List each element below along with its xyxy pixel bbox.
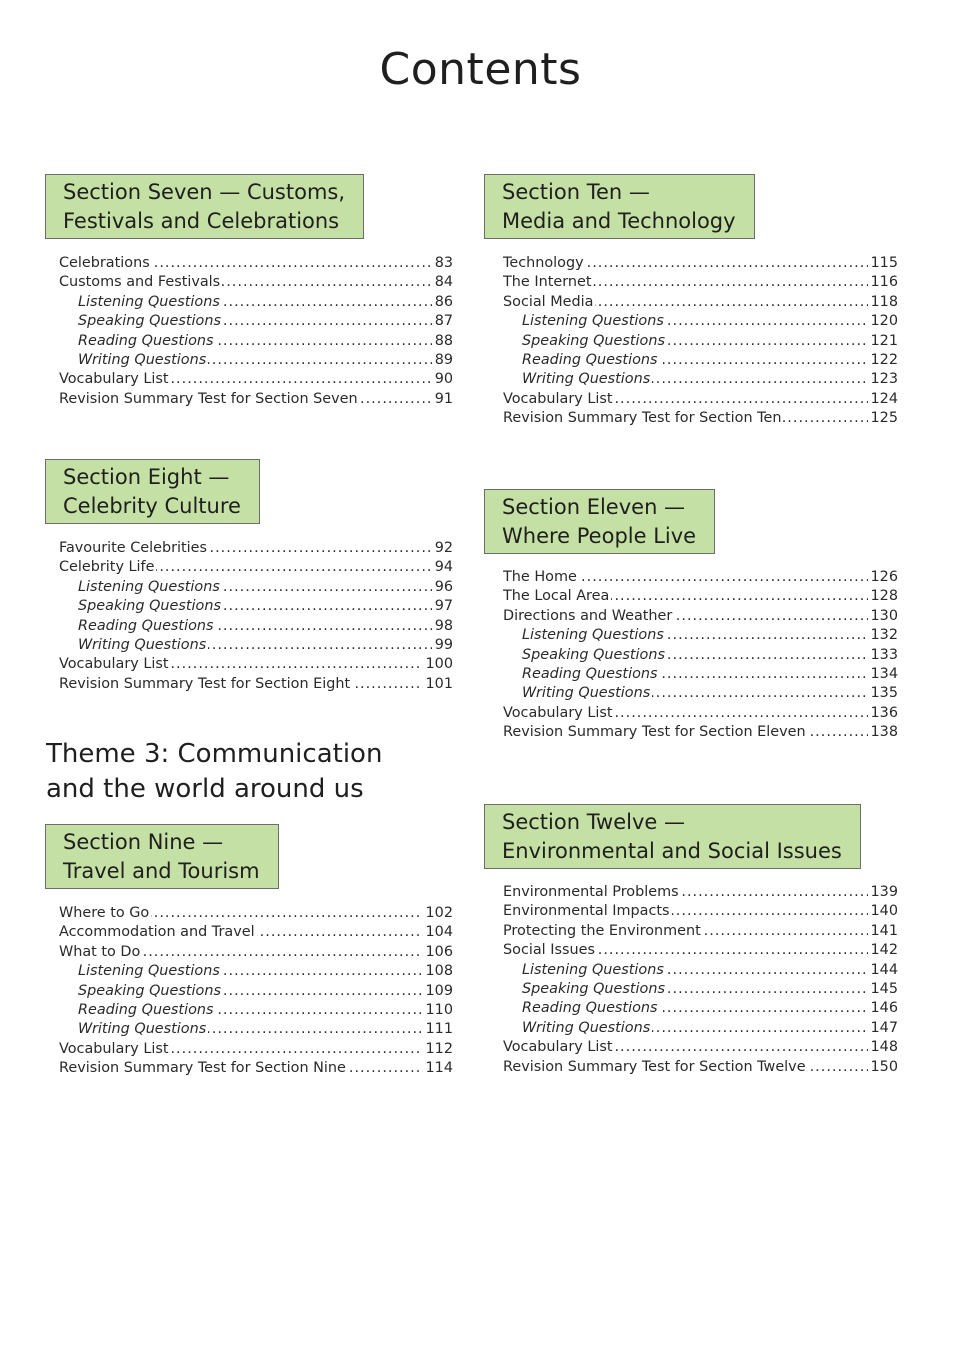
- toc-entry-label: Speaking Questions: [78, 982, 221, 999]
- toc-entry-label: Social Media: [503, 293, 594, 310]
- toc-entry-label: Writing Questions: [522, 371, 651, 388]
- toc-entry-label: Environmental Impacts: [503, 903, 670, 920]
- toc-entry-page-number: 106: [423, 943, 453, 962]
- toc-entry: [59, 390, 453, 409]
- toc-entry-label: The Internet: [503, 274, 592, 291]
- toc-entry: [59, 351, 453, 370]
- toc-entry: [59, 597, 453, 616]
- toc-entry-page-number: 110: [423, 1001, 453, 1020]
- toc-entry-page-number: 101: [423, 675, 453, 694]
- toc-entry-label: Vocabulary List: [503, 390, 613, 407]
- theme-heading-line1: Theme 3: Communication: [46, 739, 383, 769]
- section-twelve-title-line1: Section Twelve —: [502, 810, 686, 834]
- section-twelve-entries: [503, 883, 898, 1077]
- toc-entry-label: Listening Questions: [522, 961, 664, 978]
- section-ten-title-line1: Section Ten —: [502, 180, 650, 204]
- toc-entry-page-number: 112: [423, 1040, 453, 1059]
- toc-entry-page-number: 91: [432, 390, 453, 409]
- toc-entry-page-number: 115: [868, 254, 898, 273]
- section-twelve: [484, 804, 898, 1075]
- section-eleven-header: [484, 489, 715, 554]
- toc-entry: [59, 962, 453, 981]
- toc-entry: [503, 273, 898, 292]
- toc-entry: [503, 902, 898, 921]
- toc-entry-page-number: 132: [868, 626, 898, 645]
- toc-entry-label: Vocabulary List: [503, 704, 613, 721]
- toc-entry-label: Listening Questions: [78, 963, 220, 980]
- toc-entry: [503, 1038, 898, 1057]
- toc-entry-label: Listening Questions: [78, 293, 220, 310]
- toc-entry-label: Favourite Celebrities: [59, 540, 207, 556]
- section-ten-header: [484, 174, 755, 239]
- toc-entry-page-number: 114: [423, 1059, 453, 1078]
- toc-entry-label: Revision Summary Test for Section Twelve: [503, 1058, 806, 1075]
- toc-entry-page-number: 99: [432, 636, 453, 655]
- toc-entry-label: Vocabulary List: [503, 1039, 613, 1056]
- toc-entry-label: Speaking Questions: [78, 313, 221, 330]
- toc-entry-page-number: 136: [868, 704, 898, 723]
- toc-entry: [503, 883, 898, 902]
- toc-entry: [59, 1001, 453, 1020]
- toc-entry: [59, 539, 453, 558]
- toc-entry-page-number: 150: [868, 1058, 898, 1077]
- toc-entry-page-number: 133: [868, 646, 898, 665]
- section-seven-title-line2: Festivals and Celebrations: [63, 209, 340, 233]
- theme-heading-line2: and the world around us: [46, 774, 364, 804]
- toc-entry-label: Revision Summary Test for Section Eight: [59, 675, 351, 692]
- toc-entry-label: Vocabulary List: [59, 1040, 169, 1057]
- toc-entry-label: Reading Questions: [522, 665, 658, 682]
- toc-entry-page-number: 140: [868, 902, 898, 921]
- toc-entry: [59, 923, 453, 942]
- section-eight-entries: [59, 539, 453, 694]
- page-title: Contents: [379, 44, 582, 95]
- toc-entry-label: Writing Questions: [522, 1019, 651, 1036]
- toc-entry: [503, 332, 898, 351]
- toc-entry-label: Speaking Questions: [522, 646, 665, 663]
- toc-entry-page-number: 135: [868, 684, 898, 703]
- toc-entry-page-number: 116: [868, 273, 898, 292]
- toc-entry: [59, 254, 453, 273]
- toc-entry-label: Revision Summary Test for Section Seven: [59, 390, 358, 407]
- toc-entry-page-number: 88: [432, 332, 453, 351]
- toc-entry-label: Writing Questions: [78, 636, 207, 653]
- toc-entry-label: Vocabulary List: [59, 371, 169, 388]
- toc-entry: [59, 370, 453, 389]
- toc-entry-label: Revision Summary Test for Section Nine: [59, 1060, 346, 1077]
- toc-entry-page-number: 111: [423, 1020, 453, 1039]
- toc-entry-label: Social Issues: [503, 942, 595, 959]
- toc-entry-label: Reading Questions: [78, 332, 214, 349]
- toc-entry: [59, 636, 453, 655]
- toc-entry-label: Customs and Festivals: [59, 274, 221, 291]
- toc-entry-page-number: 139: [868, 883, 898, 902]
- toc-entry: [503, 390, 898, 409]
- toc-entry: [503, 941, 898, 960]
- toc-entry-label: Writing Questions: [78, 1021, 207, 1038]
- toc-entry: [59, 1020, 453, 1039]
- section-seven-header: [45, 174, 364, 239]
- toc-entry-page-number: 121: [868, 332, 898, 351]
- toc-entry-label: Accommodation and Travel: [59, 924, 255, 941]
- toc-entry: [503, 704, 898, 723]
- toc-entry-label: Celebrity Life: [59, 559, 155, 576]
- toc-entry-page-number: 109: [423, 982, 453, 1001]
- toc-entry-page-number: 108: [423, 962, 453, 981]
- section-eleven-title-line1: Section Eleven —: [502, 495, 686, 519]
- toc-entry-page-number: 124: [868, 390, 898, 409]
- toc-entry: [59, 675, 453, 694]
- toc-entry: [503, 254, 898, 273]
- toc-entry: [59, 617, 453, 636]
- toc-entry-page-number: 125: [868, 409, 898, 428]
- toc-entry: [503, 665, 898, 684]
- theme-heading: [46, 737, 382, 807]
- toc-entry-page-number: 87: [432, 312, 453, 331]
- toc-entry-label: Writing Questions: [78, 351, 207, 368]
- toc-entry: [503, 980, 898, 999]
- toc-entry-label: Vocabulary List: [59, 656, 169, 673]
- section-nine-title-line2: Travel and Tourism: [63, 859, 260, 883]
- toc-entry-page-number: 120: [868, 312, 898, 331]
- toc-entry-page-number: 86: [432, 293, 453, 312]
- section-nine: [45, 824, 453, 1077]
- toc-entry-page-number: 148: [868, 1038, 898, 1057]
- toc-entry-label: Listening Questions: [78, 578, 220, 595]
- toc-entry-page-number: 102: [423, 904, 453, 923]
- toc-entry-label: Revision Summary Test for Section Ten: [503, 410, 782, 427]
- toc-entry: [503, 568, 898, 587]
- toc-entry-page-number: 128: [868, 587, 898, 606]
- section-ten: [484, 174, 898, 427]
- toc-entry-page-number: 89: [432, 351, 453, 370]
- toc-entry-page-number: 130: [868, 607, 898, 626]
- toc-entry-page-number: 123: [868, 370, 898, 389]
- toc-entry: [503, 351, 898, 370]
- toc-entry: [503, 999, 898, 1018]
- toc-entry-label: Writing Questions: [522, 685, 651, 702]
- section-eight-title-line2: Celebrity Culture: [63, 494, 241, 518]
- toc-entry-label: Reading Questions: [522, 1000, 658, 1017]
- section-nine-header: [45, 824, 279, 889]
- toc-entry-label: The Home: [503, 569, 577, 585]
- toc-entry-label: What to Do: [59, 943, 141, 960]
- toc-entry: [59, 558, 453, 577]
- toc-entry: [59, 1040, 453, 1059]
- toc-entry-page-number: 98: [432, 617, 453, 636]
- toc-entry-page-number: 134: [868, 665, 898, 684]
- section-seven-title-line1: Section Seven — Customs,: [63, 180, 346, 204]
- toc-entry-page-number: 147: [868, 1019, 898, 1038]
- toc-entry-label: Reading Questions: [78, 1001, 214, 1018]
- toc-entry-page-number: 126: [868, 568, 898, 587]
- toc-entry: [503, 370, 898, 389]
- toc-entry-page-number: 100: [423, 655, 453, 674]
- toc-entry: [503, 409, 898, 428]
- toc-entry: [503, 293, 898, 312]
- toc-entry-label: Speaking Questions: [78, 598, 221, 615]
- section-eight-header: [45, 459, 260, 524]
- toc-entry-page-number: 138: [868, 723, 898, 742]
- toc-entry-page-number: 92: [432, 539, 453, 558]
- section-eight-title-line1: Section Eight —: [63, 465, 230, 489]
- toc-entry-label: Revision Summary Test for Section Eleven: [503, 724, 806, 741]
- toc-entry-label: Reading Questions: [78, 617, 214, 634]
- section-twelve-header: [484, 804, 861, 869]
- toc-entry-page-number: 90: [432, 370, 453, 389]
- section-eleven-entries: [503, 568, 898, 743]
- toc-entry-page-number: 142: [868, 941, 898, 960]
- toc-entry: [59, 943, 453, 962]
- section-ten-entries: [503, 254, 898, 429]
- toc-entry-page-number: 83: [432, 254, 453, 273]
- toc-entry-page-number: 146: [868, 999, 898, 1018]
- toc-entry-label: Reading Questions: [522, 351, 658, 368]
- toc-entry: [503, 607, 898, 626]
- toc-entry: [503, 1058, 898, 1077]
- toc-entry: [59, 982, 453, 1001]
- toc-entry: [59, 655, 453, 674]
- section-ten-title-line2: Media and Technology: [502, 209, 736, 233]
- toc-entry: [59, 578, 453, 597]
- toc-entry: [503, 312, 898, 331]
- toc-entry: [59, 332, 453, 351]
- toc-entry-label: Celebrations: [59, 255, 150, 271]
- toc-entry: [503, 1019, 898, 1038]
- toc-entry-label: Where to Go: [59, 905, 150, 921]
- toc-entry-page-number: 84: [432, 273, 453, 292]
- toc-entry-label: Protecting the Environment: [503, 922, 701, 939]
- toc-entry-label: Speaking Questions: [522, 980, 665, 997]
- toc-entry: [503, 646, 898, 665]
- toc-entry-page-number: 96: [432, 578, 453, 597]
- section-eleven: [484, 489, 898, 741]
- section-nine-entries: [59, 904, 453, 1079]
- section-nine-title-line1: Section Nine —: [63, 830, 224, 854]
- toc-entry: [503, 723, 898, 742]
- toc-entry-label: Speaking Questions: [522, 332, 665, 349]
- toc-entry-page-number: 145: [868, 980, 898, 999]
- toc-entry-page-number: 122: [868, 351, 898, 370]
- toc-entry-label: Listening Questions: [522, 313, 664, 330]
- section-twelve-title-line2: Environmental and Social Issues: [502, 839, 842, 863]
- toc-entry-label: Technology: [503, 255, 584, 271]
- toc-entry-label: Listening Questions: [522, 627, 664, 644]
- toc-entry: [503, 922, 898, 941]
- toc-entry: [59, 1059, 453, 1078]
- toc-entry: [59, 273, 453, 292]
- toc-entry-label: Directions and Weather: [503, 607, 673, 624]
- section-seven-entries: [59, 254, 453, 409]
- toc-entry-page-number: 104: [423, 923, 453, 942]
- toc-entry: [59, 904, 453, 923]
- section-eleven-title-line2: Where People Live: [502, 524, 697, 548]
- toc-entry-label: Environmental Problems: [503, 884, 679, 900]
- toc-entry: [503, 684, 898, 703]
- toc-entry-page-number: 97: [432, 597, 453, 616]
- toc-entry-label: The Local Area: [503, 588, 610, 605]
- toc-entry-page-number: 144: [868, 961, 898, 980]
- toc-entry-page-number: 141: [868, 922, 898, 941]
- toc-entry: [503, 587, 898, 606]
- toc-entry: [59, 293, 453, 312]
- toc-entry: [503, 961, 898, 980]
- toc-entry: [503, 626, 898, 645]
- section-eight: [45, 459, 453, 692]
- toc-entry-page-number: 94: [432, 558, 453, 577]
- toc-entry-page-number: 118: [868, 293, 898, 312]
- toc-entry: [59, 312, 453, 331]
- section-seven: [45, 174, 453, 407]
